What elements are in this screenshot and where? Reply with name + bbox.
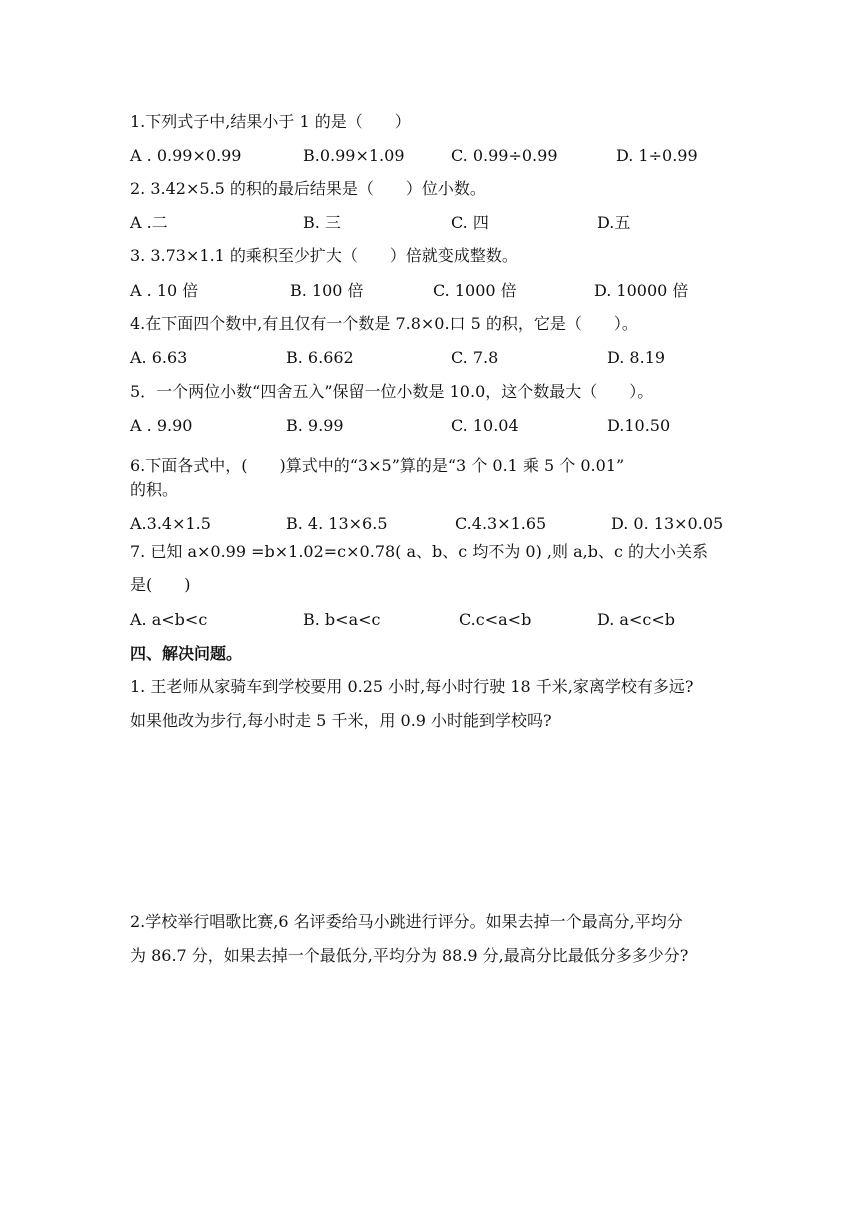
q2-option-d: D.五 <box>597 213 631 232</box>
question-4: 4.在下面四个数中,有且仅有一个数是 7.8×0.口 5 的积，它是（ ）。 <box>130 314 638 333</box>
q6-option-c: C.4.3×1.65 <box>455 514 547 533</box>
q3-option-b: B. 100 倍 <box>290 281 364 300</box>
section-title-solve-problems: 四、解决问题。 <box>130 644 243 663</box>
problem-1-line-1: 1. 王老师从家骑车到学校要用 0.25 小时,每小时行驶 18 千米,家离学校有多远? <box>130 677 694 696</box>
q2-option-c: C. 四 <box>451 213 489 232</box>
q7-option-b: B. b<a<c <box>303 610 381 629</box>
q2-option-a: A .二 <box>130 213 168 232</box>
q3-option-a: A . 10 倍 <box>130 281 199 300</box>
question-6-line-1: 6.下面各式中，( )算式中的“3×5”算的是“3 个 0.1 乘 5 个 0.01” <box>130 456 625 475</box>
q7-option-d: D. a<c<b <box>597 610 675 629</box>
q4-option-d: D. 8.19 <box>607 348 666 367</box>
q5-option-c: C. 10.04 <box>451 416 519 435</box>
problem-2-line-1: 2.学校举行唱歌比赛,6 名评委给马小跳进行评分。如果去掉一个最高分,平均分 <box>130 912 683 931</box>
question-1: 1.下列式子中,结果小于 1 的是（ ） <box>130 112 411 131</box>
q5-option-b: B. 9.99 <box>286 416 344 435</box>
question-6-line-2: 的积。 <box>130 480 179 499</box>
question-7-line-1: 7. 已知 a×0.99 =b×1.02=c×0.78( a、b、c 均不为 0) ,则 a,b、c 的大小关系 <box>130 542 709 561</box>
question-3: 3. 3.73×1.1 的乘积至少扩大（ ）倍就变成整数。 <box>130 246 518 265</box>
q1-option-b: B.0.99×1.09 <box>303 146 405 165</box>
q7-option-c: C.c<a<b <box>459 610 532 629</box>
q1-option-c: C. 0.99÷0.99 <box>451 146 558 165</box>
q3-option-c: C. 1000 倍 <box>433 281 517 300</box>
q1-option-a: A . 0.99×0.99 <box>130 146 242 165</box>
problem-1-line-2: 如果他改为步行,每小时走 5 千米，用 0.9 小时能到学校吗? <box>130 711 552 730</box>
q4-option-a: A. 6.63 <box>130 348 188 367</box>
q2-option-b: B. 三 <box>303 213 341 232</box>
q1-option-d: D. 1÷0.99 <box>616 146 698 165</box>
question-7-line-2: 是( ) <box>130 575 191 594</box>
problem-2-line-2: 为 86.7 分，如果去掉一个最低分,平均分为 88.9 分,最高分比最低分多多少分? <box>130 946 689 965</box>
q6-option-d: D. 0. 13×0.05 <box>611 514 724 533</box>
q6-option-a: A.3.4×1.5 <box>130 514 211 533</box>
question-2: 2. 3.42×5.5 的积的最后结果是（ ）位小数。 <box>130 179 486 198</box>
question-5: 5．一个两位小数“四舍五入”保留一位小数是 10.0，这个数最大（ ）。 <box>130 382 654 401</box>
q5-option-d: D.10.50 <box>607 416 671 435</box>
q5-option-a: A . 9.90 <box>130 416 193 435</box>
q4-option-c: C. 7.8 <box>451 348 499 367</box>
q3-option-d: D. 10000 倍 <box>594 281 689 300</box>
q4-option-b: B. 6.662 <box>286 348 354 367</box>
q7-option-a: A. a<b<c <box>130 610 208 629</box>
q6-option-b: B. 4. 13×6.5 <box>286 514 388 533</box>
